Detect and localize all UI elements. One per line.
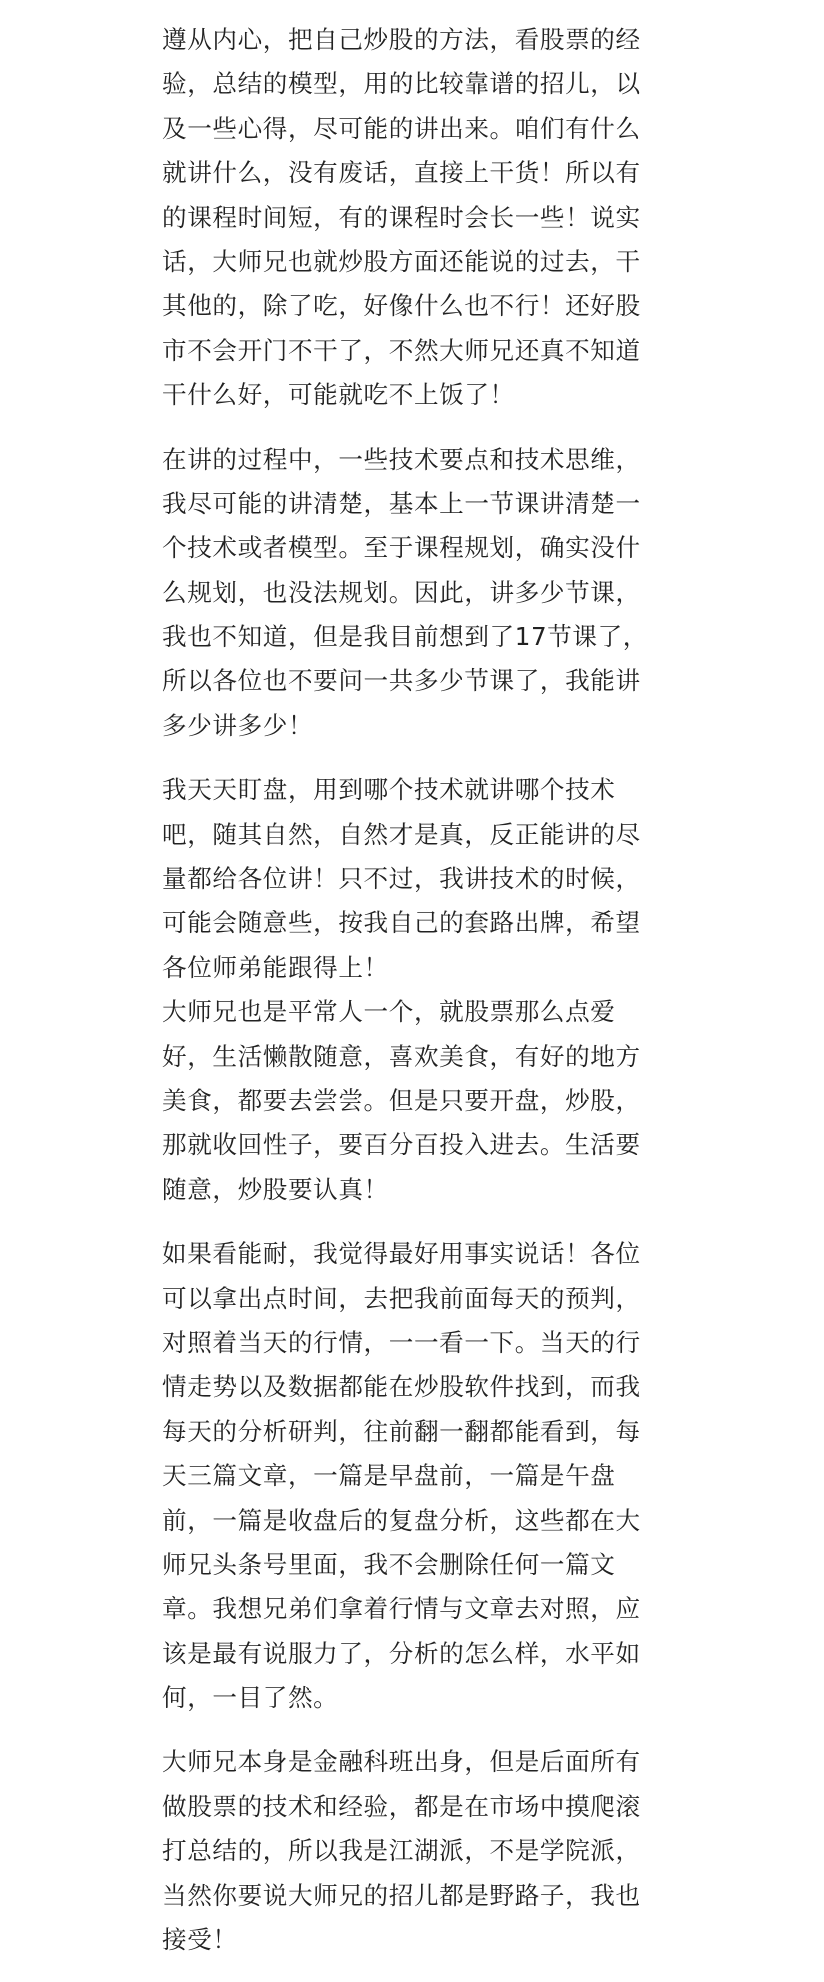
paragraph-line: 前，一篇是收盘后的复盘分析，这些都在大: [162, 1505, 641, 1535]
paragraph-line: 每天的分析研判，往前翻一翻都能看到，每: [162, 1416, 641, 1446]
paragraph-line: 么规划，也没法规划。因此，讲多少节课，: [162, 577, 641, 607]
article-paragraph: [162, 1740, 682, 1962]
paragraph-line: 可以拿出点时间，去把我前面每天的预判，: [162, 1283, 641, 1313]
paragraph-line: 好，生活懒散随意，喜欢美食，有好的地方: [162, 1041, 641, 1071]
paragraph-line: 各位师弟能跟得上！: [162, 952, 389, 982]
paragraph-line: 美食，都要去尝尝。但是只要开盘，炒股，: [162, 1085, 641, 1115]
paragraph-line: 吧，随其自然，自然才是真，反正能讲的尽: [162, 819, 641, 849]
paragraph-line: 就讲什么，没有废话，直接上干货！所以有: [162, 158, 641, 188]
paragraph-line: 所以各位也不要问一共多少节课了，我能讲: [162, 666, 641, 696]
paragraph-line: 如果看能耐，我觉得最好用事实说话！各位: [162, 1239, 641, 1269]
paragraph-line: 师兄头条号里面，我不会删除任何一篇文: [162, 1549, 616, 1579]
article-paragraph: [162, 990, 682, 1212]
paragraph-line: 市不会开门不干了，不然大师兄还真不知道: [162, 335, 641, 365]
paragraph-line: 在讲的过程中，一些技术要点和技术思维，: [162, 444, 641, 474]
article-paragraph: [162, 438, 682, 749]
paragraph-line: 大师兄本身是金融科班出身，但是后面所有: [162, 1747, 641, 1777]
paragraph-line: 个技术或者模型。至于课程规划，确实没什: [162, 533, 641, 563]
paragraph-line: 验，总结的模型，用的比较靠谱的招儿，以: [162, 69, 641, 99]
paragraph-line: 话，大师兄也就炒股方面还能说的过去，干: [162, 246, 641, 276]
paragraph-line: 其他的，除了吃，好像什么也不行！还好股: [162, 291, 641, 321]
paragraph-line: 该是最有说服力了，分析的怎么样，水平如: [162, 1638, 641, 1668]
paragraph-line: 那就收回性子，要百分百投入进去。生活要: [162, 1130, 641, 1160]
paragraph-line: 接受！: [162, 1925, 238, 1955]
article-body: [162, 18, 682, 1982]
paragraph-line: 可能会随意些，按我自己的套路出牌，希望: [162, 908, 641, 938]
paragraph-line: 遵从内心，把自己炒股的方法，看股票的经: [162, 25, 641, 54]
paragraph-line: 做股票的技术和经验，都是在市场中摸爬滚: [162, 1791, 641, 1821]
paragraph-line: 大师兄也是平常人一个，就股票那么点爱: [162, 997, 616, 1027]
paragraph-line: 我天天盯盘，用到哪个技术就讲哪个技术: [162, 775, 616, 805]
paragraph-line: 量都给各位讲！只不过，我讲技术的时候，: [162, 864, 641, 894]
paragraph-line: 天三篇文章，一篇是早盘前，一篇是午盘: [162, 1461, 616, 1491]
paragraph-line: 多少讲多少！: [162, 710, 314, 740]
paragraph-line: 随意，炒股要认真！: [162, 1174, 389, 1204]
paragraph-line: 我也不知道，但是我目前想到了17节课了，: [162, 622, 648, 652]
paragraph-line: 对照着当天的行情，一一看一下。当天的行: [162, 1327, 641, 1357]
paragraph-line: 干什么好，可能就吃不上饭了！: [162, 380, 515, 410]
paragraph-line: 情走势以及数据都能在炒股软件找到，而我: [162, 1372, 641, 1402]
paragraph-line: 当然你要说大师兄的招儿都是野路子，我也: [162, 1880, 641, 1910]
paragraph-line: 的课程时间短，有的课程时会长一些！说实: [162, 202, 641, 232]
article-paragraph: [162, 768, 682, 990]
paragraph-line: 何，一目了然。: [162, 1683, 339, 1713]
paragraph-line: 打总结的，所以我是江湖派，不是学院派，: [162, 1836, 641, 1866]
paragraph-line: 我尽可能的讲清楚，基本上一节课讲清楚一: [162, 488, 641, 518]
article-paragraph: [162, 1232, 682, 1720]
article-paragraph: [162, 18, 682, 418]
paragraph-line: 章。我想兄弟们拿着行情与文章去对照，应: [162, 1594, 641, 1624]
paragraph-line: 及一些心得，尽可能的讲出来。咱们有什么: [162, 113, 641, 143]
